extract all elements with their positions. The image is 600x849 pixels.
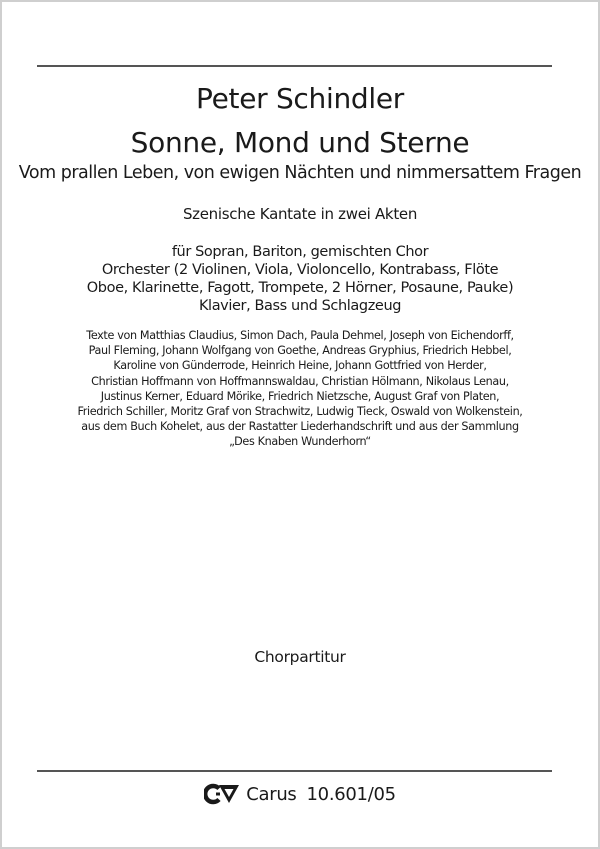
edition-type: Chorpartitur (254, 648, 346, 666)
scoring-line: Oboe, Klarinette, Fagott, Trompete, 2 Hörner, Posaune, Pauke) (86, 280, 514, 296)
text-credits-line: „Des Knaben Wunderhorn“ (229, 435, 371, 449)
scoring-line: Klavier, Bass und Schlagzeug (198, 298, 402, 314)
work-genre: Szenische Kantate in zwei Akten (182, 205, 418, 223)
top-rule (37, 65, 552, 67)
text-credits-line: aus dem Buch Kohelet, aus der Rastatter Liederhandschrift und aus der Sammlung (81, 420, 519, 434)
text-credits-line: Christian Hoffmann von Hoffmannswaldau, Christian Hölmann, Nikolaus Lenau, (91, 374, 509, 388)
text-credits-line: Friedrich Schiller, Moritz Graf von Strachwitz, Ludwig Tieck, Oswald von Wolkenstein, (77, 405, 523, 419)
carus-logo-icon (204, 783, 240, 805)
composer-name: Peter Schindler (196, 82, 404, 115)
work-title: Sonne, Mond und Sterne (130, 126, 470, 159)
text-credits-block (2, 328, 598, 450)
text-credits-line: Justinus Kerner, Eduard Mörike, Friedrich Nietzsche, August Graf von Platen, (100, 389, 500, 403)
text-credits-line: Karoline von Günderrode, Heinrich Heine, Johann Gottfried von Herder, (113, 359, 487, 373)
bottom-rule (37, 770, 552, 772)
scoring-block (2, 243, 598, 315)
scoring-line: Orchester (2 Violinen, Viola, Violoncello, Kontrabass, Flöte (101, 262, 499, 278)
publisher-name: Carus (246, 783, 297, 805)
scoring-line: für Sopran, Bariton, gemischten Chor (171, 244, 429, 260)
text-credits-line: Paul Fleming, Johann Wolfgang von Goethe, Andreas Gryphius, Friedrich Hebbel, (88, 344, 512, 358)
work-subtitle: Vom prallen Leben, von ewigen Nächten und nimmersattem Fragen (18, 163, 582, 183)
text-credits-line: Texte von Matthias Claudius, Simon Dach, Paula Dehmel, Joseph von Eichendorff, (86, 329, 514, 342)
publisher-line (2, 783, 598, 805)
catalog-number: 10.601/05 (306, 783, 396, 805)
